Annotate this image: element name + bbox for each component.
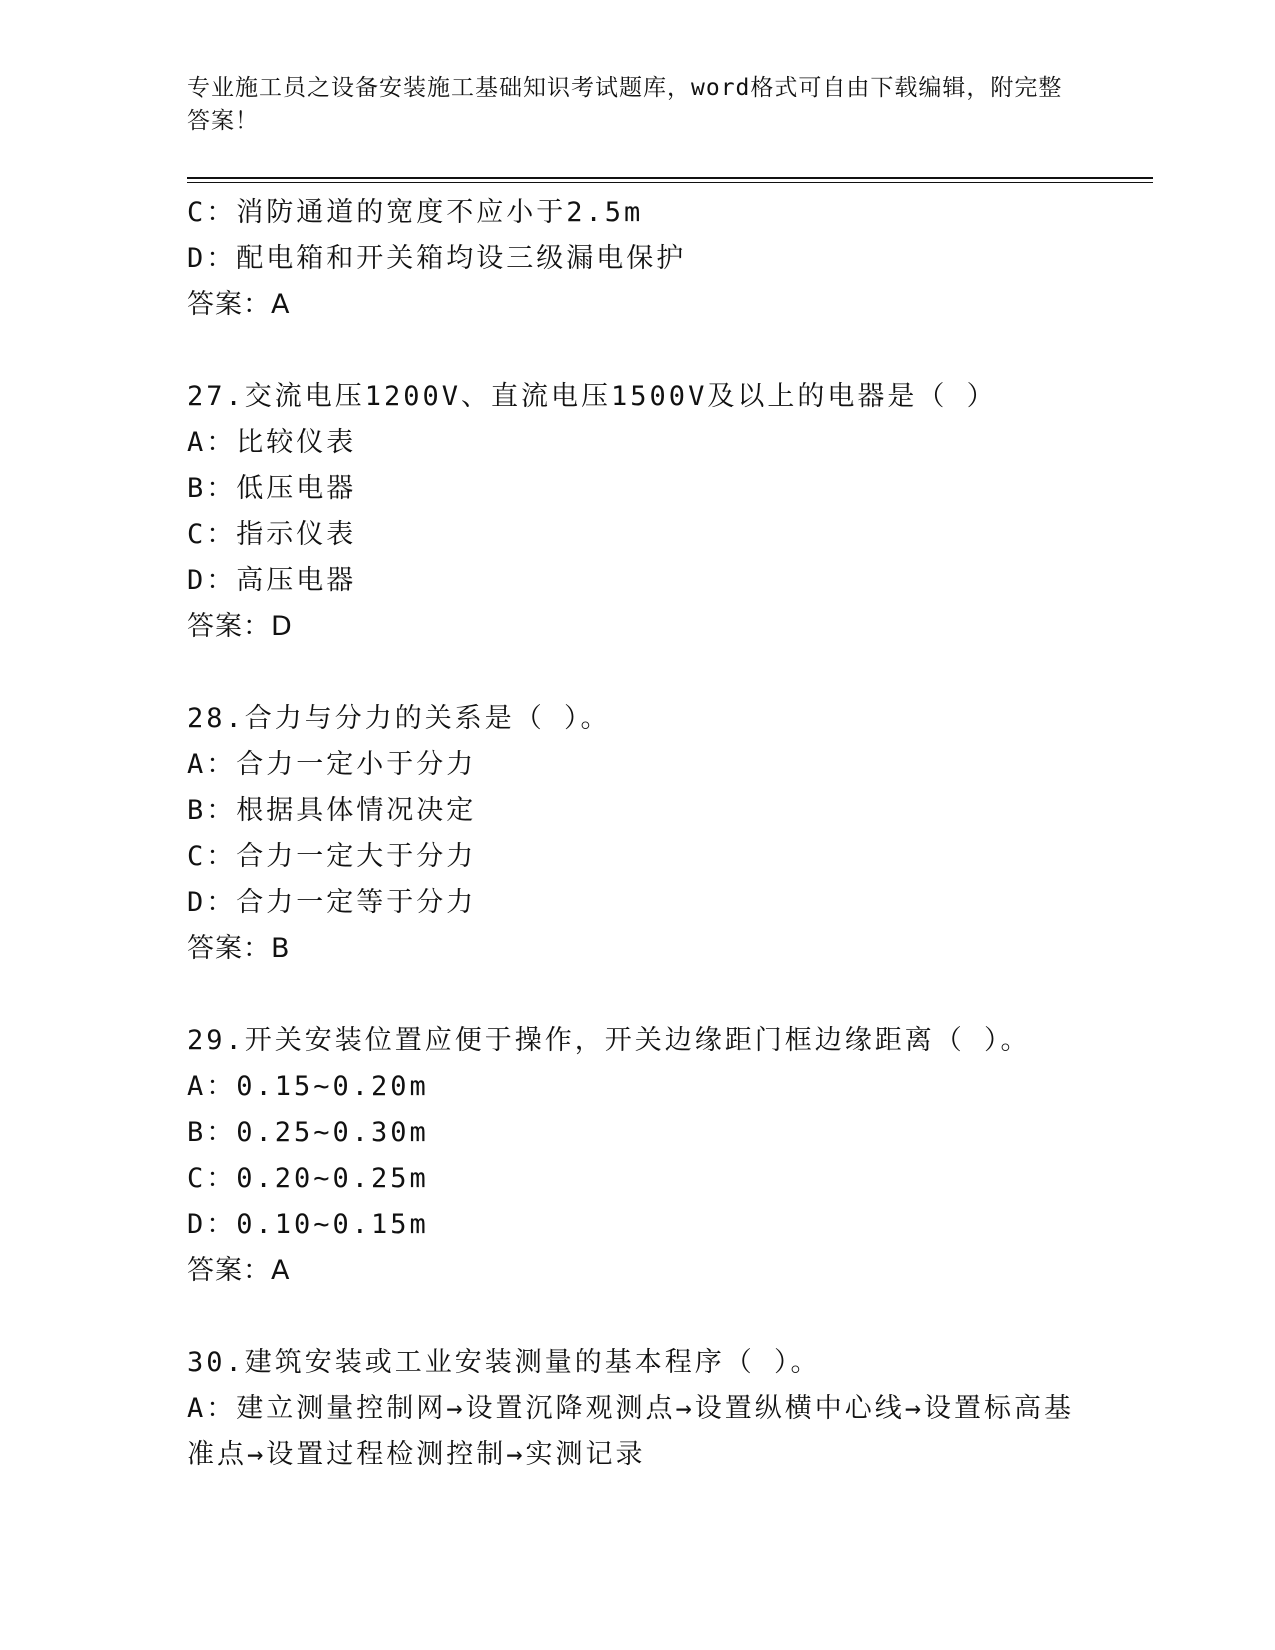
option-c: C：消防通道的宽度不应小于2.5m [187,197,644,228]
option-d: D：配电箱和开关箱均设三级漏电保护 [187,243,687,274]
answer: 答案：A [187,289,291,320]
option-b: B：低压电器 [187,473,357,504]
option-d: D：0.10~0.15m [187,1209,429,1240]
option-a: A：建立测量控制网→设置沉降观测点→设置纵横中心线→设置标高基准点→设置过程检测控制→实测记录 [187,1393,1075,1470]
option-a: A：0.15~0.20m [187,1071,429,1102]
answer: 答案：D [187,611,293,642]
question-30 [187,1340,1087,1478]
answer: 答案：A [187,1255,291,1286]
question-stem: 30.建筑安装或工业安装测量的基本程序（ ）。 [187,1347,821,1378]
spacer [187,650,1087,696]
option-d: D：合力一定等于分力 [187,887,477,918]
spacer [187,1294,1087,1340]
question-29 [187,1018,1087,1294]
option-a: A：比较仪表 [187,427,357,458]
option-a: A：合力一定小于分力 [187,749,477,780]
question-stem: 29.开关安装位置应便于操作，开关边缘距门框边缘距离（ ）。 [187,1025,1031,1056]
option-c: C：指示仪表 [187,519,357,550]
answer: 答案：B [187,933,291,964]
header-divider-thick [187,177,1153,179]
header-divider-thin [187,182,1153,183]
option-b: B：根据具体情况决定 [187,795,477,826]
spacer [187,328,1087,374]
spacer [187,972,1087,1018]
question-27 [187,374,1087,650]
option-c: C：合力一定大于分力 [187,841,477,872]
option-c: C：0.20~0.25m [187,1163,429,1194]
question-28 [187,696,1087,972]
question-26-partial [187,190,1087,328]
question-stem: 28.合力与分力的关系是（ ）。 [187,703,611,734]
question-list [187,190,1087,1478]
option-d: D：高压电器 [187,565,357,596]
question-stem: 27.交流电压1200V、直流电压1500V及以上的电器是（ ） [187,381,997,412]
document-header: 专业施工员之设备安装施工基础知识考试题库，word格式可自由下载编辑，附完整答案！ [187,75,1063,134]
option-b: B：0.25~0.30m [187,1117,429,1148]
